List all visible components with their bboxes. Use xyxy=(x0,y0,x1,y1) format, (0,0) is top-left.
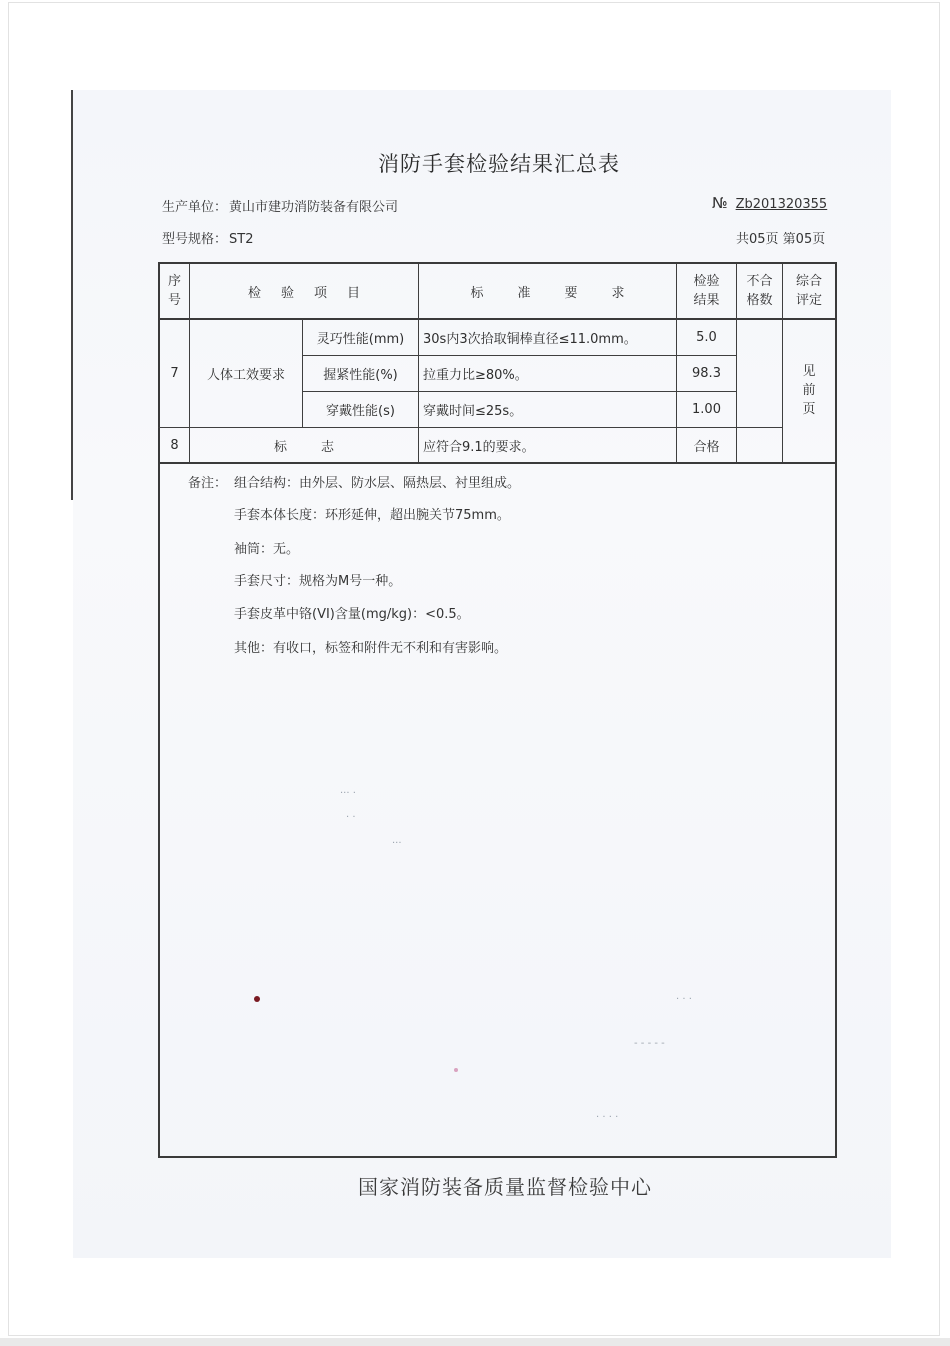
overall-note-char: 前 xyxy=(802,383,816,398)
header-standard: 标准要求 xyxy=(470,285,659,301)
scan-smudge: · · xyxy=(346,812,356,823)
result-marking: 合格 xyxy=(693,439,720,455)
standard-donning: 穿戴时间≤25s。 xyxy=(423,404,523,419)
subitem-dexterity: 灵巧性能(mm) xyxy=(316,331,405,347)
producer-label: 生产单位： xyxy=(162,200,228,215)
note-item: 手套皮革中铬(VI)含量(mg/kg)：<0.5。 xyxy=(234,607,470,622)
result-grip: 98.3 xyxy=(692,366,721,381)
subitem-grip: 握紧性能(%) xyxy=(323,368,398,383)
note-item: 袖筒：无。 xyxy=(234,542,300,557)
row-8-category: 标志 xyxy=(273,439,368,455)
issuing-organization: 国家消防装备质量监督检验中心 xyxy=(358,1175,652,1199)
header-fail-count xyxy=(737,264,782,318)
overall-note-char: 见 xyxy=(802,364,816,379)
fail-donning xyxy=(737,392,782,427)
producer-line xyxy=(162,196,398,215)
stamp-ink-dot xyxy=(254,996,260,1002)
note-item: 组合结构：由外层、防水层、隔热层、衬里组成。 xyxy=(234,476,521,491)
row-7-seq: 7 xyxy=(170,365,179,381)
note-item: 其他：有收口，标签和附件无不利和有害影响。 xyxy=(234,641,508,656)
standard-marking: 应符合9.1的要求。 xyxy=(423,439,535,455)
header-seq-line: 序 xyxy=(167,274,181,289)
scan-smudge: · · · xyxy=(676,994,692,1005)
header-result-line: 结果 xyxy=(693,293,720,308)
model-line xyxy=(162,228,253,247)
note-item: 手套本体长度：环形延伸，超出腕关节75mm。 xyxy=(234,508,510,523)
document-number: Zb201320355 xyxy=(735,197,828,212)
notes-label: 备注： xyxy=(188,476,228,491)
header-seq xyxy=(160,264,189,318)
result-dexterity: 5.0 xyxy=(696,329,717,345)
viewer-bottom-strip xyxy=(0,1338,950,1346)
row-8-seq: 8 xyxy=(170,437,179,453)
fail-grip xyxy=(737,356,782,391)
page-info: 共05页 第05页 xyxy=(736,232,826,247)
producer-value: 黄山市建功消防装备有限公司 xyxy=(229,200,399,215)
number-mark: № xyxy=(712,194,728,212)
fail-dexterity xyxy=(737,319,782,355)
header-item: 检验项目 xyxy=(247,285,380,301)
document-number-line xyxy=(712,194,827,212)
stamp-ink-dot xyxy=(454,1068,458,1072)
document-title: 消防手套检验结果汇总表 xyxy=(378,152,620,176)
fail-marking xyxy=(737,428,782,462)
scan-smudge: ··· · xyxy=(340,788,356,799)
row-7-category: 人体工效要求 xyxy=(206,367,285,383)
scan-smudge: ‐ ‐ ‐ ‐ ‐ xyxy=(634,1038,665,1049)
model-label: 型号规格： xyxy=(162,232,228,247)
header-result xyxy=(677,264,736,318)
result-donning: 1.00 xyxy=(692,402,721,417)
scan-smudge: · · · · xyxy=(596,1112,619,1123)
note-item: 手套尺寸：规格为M号一种。 xyxy=(234,574,402,589)
standard-dexterity: 30s内3次拾取铜棒直径≤11.0mm。 xyxy=(423,331,637,347)
standard-grip: 拉重力比≥80%。 xyxy=(423,368,528,383)
model-value: ST2 xyxy=(229,232,254,247)
overall-note-char: 页 xyxy=(802,402,816,417)
header-result-line: 检验 xyxy=(693,274,720,289)
header-overall-line: 综合 xyxy=(795,274,822,289)
scan-smudge: ··· xyxy=(392,838,402,849)
header-fail-line: 格数 xyxy=(746,293,773,308)
header-fail-line: 不合 xyxy=(746,274,773,289)
header-overall xyxy=(783,264,835,318)
header-seq-line: 号 xyxy=(167,293,181,308)
table-body-divider xyxy=(158,462,837,464)
subitem-donning: 穿戴性能(s) xyxy=(326,404,395,419)
overall-assessment xyxy=(783,319,835,462)
header-overall-line: 评定 xyxy=(795,293,822,308)
